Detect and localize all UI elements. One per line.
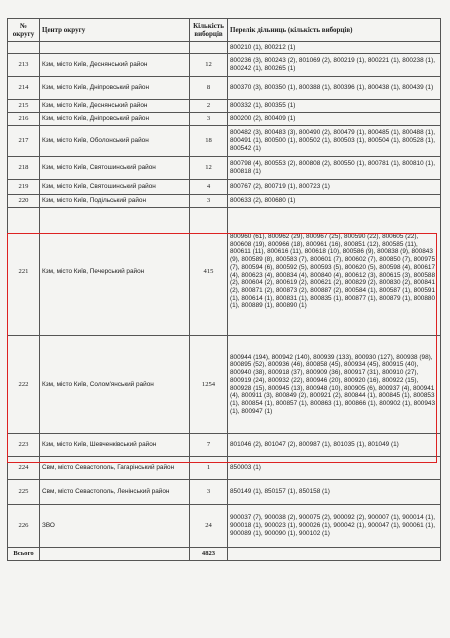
voter-count: 18 bbox=[190, 126, 228, 157]
voter-count: 4 bbox=[190, 180, 228, 195]
table-row bbox=[8, 434, 441, 457]
polling-stations-list: 800798 (4), 800553 (2), 800808 (2), 800550 (1), 800781 (1), 800810 (1), 800818 (1) bbox=[228, 157, 441, 180]
polling-stations-list: 850149 (1), 850157 (1), 850158 (1) bbox=[228, 480, 441, 505]
district-center: Кзм, місто Київ, Деснянський район bbox=[40, 100, 190, 113]
district-number: 223 bbox=[8, 434, 40, 457]
table-row bbox=[8, 336, 441, 434]
polling-stations-list: 900037 (7), 900038 (2), 900075 (2), 900092 (2), 900007 (1), 900014 (1), 900018 (1), 900023 (1), 900026 (1), 900042 (1), 900047 (1), 900061 (1), 900089 (1), 900090 (1), 900102 (1) bbox=[228, 505, 441, 548]
district-number: 214 bbox=[8, 77, 40, 100]
district-number: 221 bbox=[8, 208, 40, 336]
district-number: 219 bbox=[8, 180, 40, 195]
voter-count: 1 bbox=[190, 457, 228, 480]
voter-count: 2 bbox=[190, 100, 228, 113]
header-district-center: Центр округу bbox=[40, 19, 190, 42]
header-polling-stations: Перелік дільниць (кількість виборців) bbox=[228, 19, 441, 42]
polling-stations-list: 850003 (1) bbox=[228, 457, 441, 480]
district-center: Свм, місто Севастополь, Ленінський район bbox=[40, 480, 190, 505]
district-center: Кзм, місто Київ, Оболонський район bbox=[40, 126, 190, 157]
table-row bbox=[8, 126, 441, 157]
polling-stations-list: 800370 (3), 800350 (1), 800388 (1), 800396 (1), 800438 (1), 800439 (1) bbox=[228, 77, 441, 100]
district-center: Кзм, місто Київ, Подільський район bbox=[40, 195, 190, 208]
voter-count: 1254 bbox=[190, 336, 228, 434]
table-row bbox=[8, 208, 441, 336]
polling-stations-list: 800200 (2), 800409 (1) bbox=[228, 113, 441, 126]
header-district-number: № округу bbox=[8, 19, 40, 42]
table-row bbox=[8, 113, 441, 126]
district-number bbox=[8, 42, 40, 54]
polling-stations-list: 800960 (61), 800962 (29), 800967 (25), 800590 (22), 800605 (22), 800608 (19), 800966 (18), 800961 (16), 800851 (12), 800585 (11), 800611 (11), 800616 (11), 800618 (10), 800586 (9), 800838 (9), 800843 (9), 800589 (8), 800583 (7), 800601 (7), 800602 (7), 800850 (7), 800975 (7), 800594 (6), 800592 (5), 800593 (5), 800620 (5), 800598 (4), 800617 (4), 800623 (4), 800834 (4), 800840 (4), 800612 (3), 800615 (3), 800588 (2), 800604 (2), 800619 (2), 800621 (2), 800829 (2), 800830 (2), 800841 (2), 800871 (2), 800873 (2), 800887 (2), 800584 (1), 800587 (1), 800591 (1), 800614 (1), 800831 (1), 800835 (1), 800877 (1), 800879 (1), 800880 (1), 800889 (1), 800890 (1) bbox=[228, 208, 441, 336]
district-number: 215 bbox=[8, 100, 40, 113]
voter-count: 7 bbox=[190, 434, 228, 457]
district-number: 226 bbox=[8, 505, 40, 548]
district-center: ЗВО bbox=[40, 505, 190, 548]
total-label: Всього bbox=[8, 548, 40, 561]
district-center: Кзм, місто Київ, Деснянський район bbox=[40, 54, 190, 77]
district-number: 217 bbox=[8, 126, 40, 157]
table-row bbox=[8, 180, 441, 195]
voter-count: 3 bbox=[190, 480, 228, 505]
district-number: 213 bbox=[8, 54, 40, 77]
voter-count: 3 bbox=[190, 113, 228, 126]
district-number: 218 bbox=[8, 157, 40, 180]
polling-stations-list: 800633 (2), 800680 (1) bbox=[228, 195, 441, 208]
total-row bbox=[8, 548, 441, 561]
district-center: Свм, місто Севастополь, Гагарінський район bbox=[40, 457, 190, 480]
total-count: 4823 bbox=[190, 548, 228, 561]
districts-table bbox=[7, 18, 441, 561]
voter-count: 3 bbox=[190, 195, 228, 208]
polling-stations-list: 800767 (2), 800719 (1), 800723 (1) bbox=[228, 180, 441, 195]
voter-count: 8 bbox=[190, 77, 228, 100]
voter-count: 24 bbox=[190, 505, 228, 548]
polling-stations-list: 801046 (2), 801047 (2), 800987 (1), 801035 (1), 801049 (1) bbox=[228, 434, 441, 457]
district-number: 216 bbox=[8, 113, 40, 126]
district-center: Кзм, місто Київ, Шевченківський район bbox=[40, 434, 190, 457]
polling-stations-list: 800332 (1), 800355 (1) bbox=[228, 100, 441, 113]
total-empty-list bbox=[228, 548, 441, 561]
district-center: Кзм, місто Київ, Печерський район bbox=[40, 208, 190, 336]
district-center: Кзм, місто Київ, Святошинський район bbox=[40, 180, 190, 195]
table-row bbox=[8, 100, 441, 113]
district-center: Кзм, місто Київ, Святошинський район bbox=[40, 157, 190, 180]
polling-stations-list: 800236 (3), 800243 (2), 801069 (2), 800219 (1), 800221 (1), 800238 (1), 800242 (1), 800265 (1) bbox=[228, 54, 441, 77]
document-page bbox=[7, 18, 441, 561]
polling-stations-list: 800210 (1), 800212 (1) bbox=[228, 42, 441, 54]
table-row bbox=[8, 157, 441, 180]
district-center: Кзм, місто Київ, Солом'янський район bbox=[40, 336, 190, 434]
polling-stations-list: 800482 (3), 800483 (3), 800490 (2), 800479 (1), 800485 (1), 800488 (1), 800491 (1), 800500 (1), 800502 (1), 800503 (1), 800504 (1), 800528 (1), 800542 (1) bbox=[228, 126, 441, 157]
table-row bbox=[8, 54, 441, 77]
table-row bbox=[8, 505, 441, 548]
table-header-row bbox=[8, 19, 441, 42]
table-row bbox=[8, 480, 441, 505]
district-number: 220 bbox=[8, 195, 40, 208]
district-number: 224 bbox=[8, 457, 40, 480]
voter-count bbox=[190, 42, 228, 54]
voter-count: 12 bbox=[190, 157, 228, 180]
total-empty-cell bbox=[40, 548, 190, 561]
district-center: Кзм, місто Київ, Дніпровський район bbox=[40, 113, 190, 126]
voter-count: 12 bbox=[190, 54, 228, 77]
polling-stations-list: 800944 (194), 800942 (140), 800939 (133), 800930 (127), 800938 (98), 800895 (52), 800936 (46), 800858 (45), 800934 (45), 800915 (40), 800940 (38), 800918 (37), 800909 (36), 800917 (31), 800910 (27), 800919 (24), 800932 (22), 800946 (20), 800920 (16), 800922 (15), 800928 (15), 800945 (13), 800948 (10), 800905 (6), 800937 (4), 800941 (4), 800911 (3), 800849 (2), 800921 (2), 800844 (1), 800845 (1), 800853 (1), 800854 (1), 800857 (1), 800863 (1), 800866 (1), 800902 (1), 800943 (1), 800947 (1) bbox=[228, 336, 441, 434]
district-center bbox=[40, 42, 190, 54]
table-row bbox=[8, 195, 441, 208]
district-center: Кзм, місто Київ, Дніпровський район bbox=[40, 77, 190, 100]
table-row bbox=[8, 457, 441, 480]
table-row bbox=[8, 77, 441, 100]
header-voter-count: Кількість виборців bbox=[190, 19, 228, 42]
table-row bbox=[8, 42, 441, 54]
voter-count: 415 bbox=[190, 208, 228, 336]
district-number: 222 bbox=[8, 336, 40, 434]
district-number: 225 bbox=[8, 480, 40, 505]
